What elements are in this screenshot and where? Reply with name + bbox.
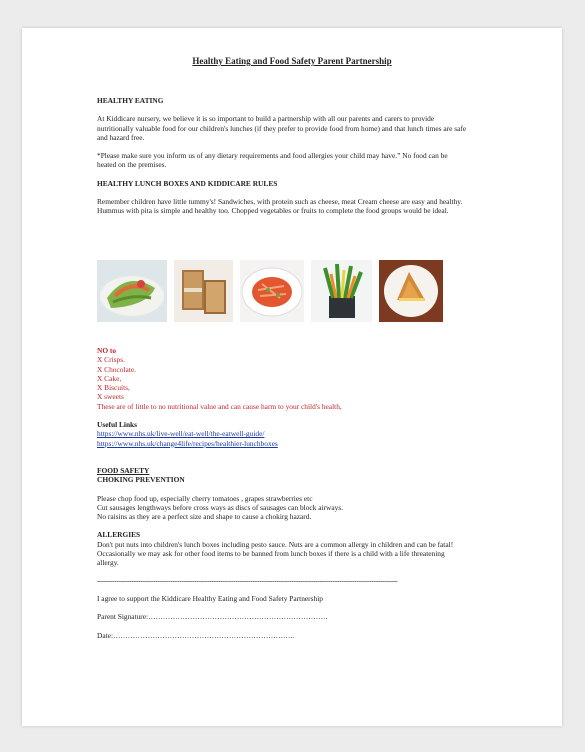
choking-line-1: Please chop food up, especially cherry tomatoes , grapes strawberries etc — [97, 493, 313, 503]
healthy-eating-paragraph: At Kiddicare nursery, we believe it is so important to build a partnership with all our parents and carers to provide nutritionally valuable food for our children's lunches (if they prefer to provide food from home) and that lunch times are safe and hazard free. — [97, 114, 467, 142]
allergies-paragraph-1: Don't put nuts into children's lunch boxes including pesto sauce. Nuts are a common allergy in children and can be fatal! — [97, 539, 454, 549]
eatwell-guide-link[interactable]: https://www.nhs.uk/live-well/eat-well/the-eatwell-guide/ — [97, 429, 265, 439]
healthier-lunchboxes-link[interactable]: https://www.nhs.uk/change4life/recipes/healthier-lunchboxes — [97, 438, 278, 448]
document-page — [22, 28, 562, 726]
toastie-photo — [379, 260, 443, 322]
no-list-note: These are of little to no nutritional value and can cause harm to your child's health, — [97, 401, 342, 411]
food-photo-row — [97, 260, 467, 322]
allergies-paragraph-2: Occasionally we may ask for other food items to be banned from lunch boxes if there is a child with a life threatening allergy. — [97, 549, 445, 568]
no-item-sweets: X sweets — [97, 392, 124, 402]
allergies-heading: ALLERGIES — [97, 530, 141, 540]
document-body — [97, 96, 467, 640]
choking-prevention-heading: CHOKING PREVENTION — [97, 475, 185, 485]
no-item-crisps: X Crisps. — [97, 355, 125, 365]
no-item-cake: X Cake, — [97, 373, 122, 383]
wrap-photo — [97, 260, 167, 322]
no-item-biscuits: X Biscuits, — [97, 383, 130, 393]
choking-line-2: Cut sausages lengthways before cross ways as discs of sausages can block airways. — [97, 502, 344, 512]
healthy-eating-heading: HEALTHY EATING — [97, 96, 164, 105]
veg-sticks-photo — [311, 260, 372, 322]
no-item-chocolate: X Chocolate. — [97, 364, 136, 374]
food-safety-heading: FOOD SAFETY — [97, 465, 150, 475]
agreement-text: I agree to support the Kiddicare Healthy Eating and Food Safety Partnership — [97, 593, 323, 603]
page-title: Healthy Eating and Food Safety Parent Partnership — [192, 56, 392, 66]
sandwich-photo — [174, 260, 233, 322]
choking-line-3: No raisins as they are a perfect size and shape to cause a chokirg hazard. — [97, 512, 312, 522]
no-to-heading: NO to — [97, 346, 117, 355]
dietary-note: *Please make sure you inform us of any dietary requirements and food allergies your child may have.” No food can be heated on the premises. — [97, 151, 448, 170]
parent-signature-line[interactable]: Parent Signature:………………………………………………………………. — [97, 612, 328, 622]
lunch-heading: HEALTHY LUNCH BOXES AND KIDDICARE RULES — [97, 178, 278, 188]
date-line[interactable]: Date:……………………………………………………………….. — [97, 630, 295, 640]
pasta-photo — [240, 260, 304, 322]
lunch-paragraph: Remember children have little tummy's! Sandwiches, with protein such as cheese, meat Cream cheese are easy and healthy. Hummus with pita is simple and healthy too. Chopped vegetables or fruits to complete the food groups would be ideal. — [97, 197, 463, 216]
separator-line: ------------------------------------------------------------------------------------------------------------------------------------------- — [97, 575, 398, 585]
useful-links-heading: Useful Links — [97, 420, 138, 430]
